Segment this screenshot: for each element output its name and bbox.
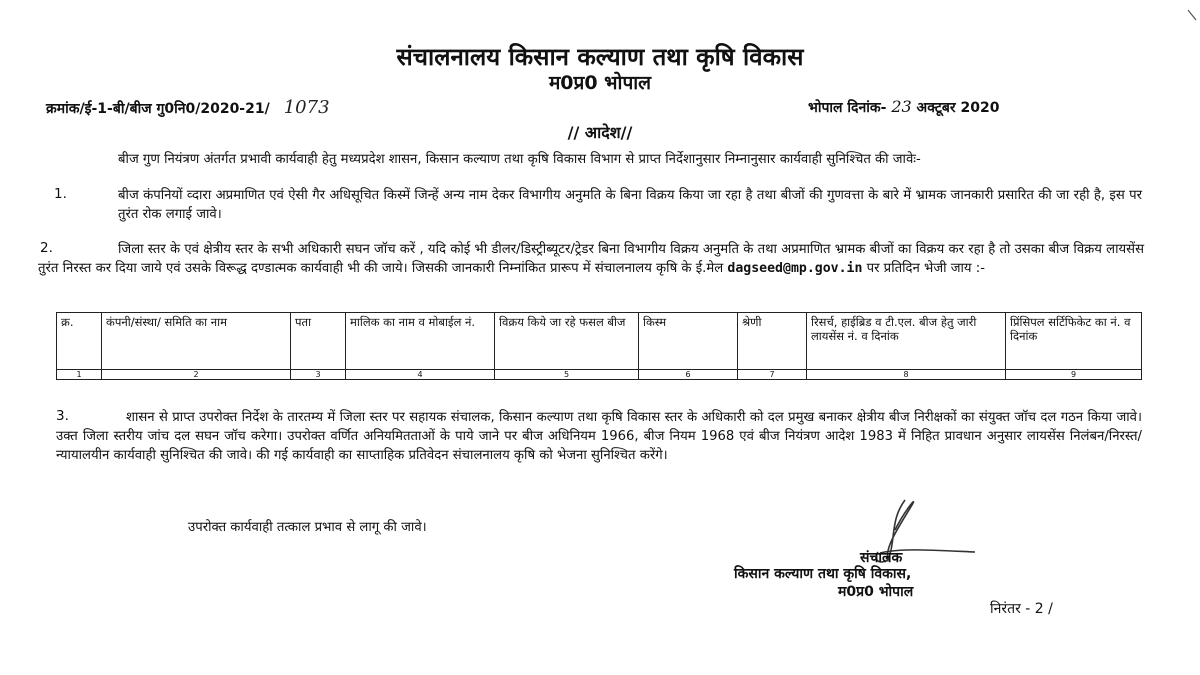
table-number-cell: 3 <box>291 370 346 380</box>
table-header-cell: मालिक का नाम व मोबाईल नं. <box>346 313 495 370</box>
table-number-cell: 8 <box>807 370 1006 380</box>
table-number-cell: 1 <box>57 370 102 380</box>
item-1-number: 1. <box>54 186 67 202</box>
date-label: भोपाल दिनांक- <box>808 100 887 116</box>
table-header-cell: श्रेणी <box>738 313 807 370</box>
signatory-title: संचालक <box>860 550 903 566</box>
table-number-row <box>57 370 1142 380</box>
item-2-text-end: पर प्रतिदिन भेजी जाय :- <box>866 261 985 276</box>
reporting-format-table <box>56 312 1142 380</box>
table-number-cell: 5 <box>495 370 639 380</box>
table-header-cell: कंपनी/संस्था/ समिति का नाम <box>102 313 291 370</box>
table-header-cell: पता <box>291 313 346 370</box>
item-3-text: शासन से प्राप्त उपरोक्त निर्देश के तारतम्य में जिला स्तर पर सहायक संचालक, किसान कल्याण तथा कृषि विकास स्तर के अधिकारी को दल प्रमुख बनाकर क्षेत्रीय बीज निरीक्षकों का संयुक्त जॉच दल गठन किया जावे। उक्त जिला स्तरीय जांच दल सघन जॉच करेगा। उपरोक्त वर्णित अनियमितताओं के पाये जाने पर बीज अधिनियम 1966, बीज नियम 1968 एवं बीज नियंत्रण आदेश 1983 में निहित प्रावधान अनुसार लायसेंस निलंबन/निरस्त/न्यायालयीन कार्यवाही सुनिश्चित की जावे। की गई कार्यवाही का साप्ताहिक प्रतिवेदन संचालनालय कृषि को भेजना सुनिश्चित करेंगे। <box>56 410 1142 463</box>
table-number-cell: 4 <box>346 370 495 380</box>
item-2-text: जिला स्तर के एवं क्षेत्रीय स्तर के सभी अधिकारी सघन जॉच करें , यदि कोई भी डीलर/डिस्ट्रीब्यूटर/ट्रेडर बिना विभागीय विक्रय अनुमति के तथा अप्रमाणित भ्रामक बीजों का विक्रय कर रहा है तो उसका बीज विक्रय लायसेंस तुरंत निरस्त कर दिया जाये एवं उसके विरूद्ध दण्डात्मक कार्यवाही भी की जाये। जिसकी जानकारी निम्नांकित प्रारूप में संचालनालय कृषि के ई.मेल <box>38 242 1144 276</box>
continued-marker: निरंतर - 2 / <box>990 601 1053 617</box>
signatory-city: म0प्र0 भोपाल <box>838 584 914 600</box>
item-1-text: बीज कंपनियों व्दारा अप्रमाणित एवं ऐसी गैर अधिसूचित किस्में जिन्हें अन्य नाम देकर विभागीय अनुमति के बिना विक्रय किया जा रहा है तथा बीजों की गुणवत्ता के बारे में भ्रामक जानकारी प्रसारित की जा रही है, इस पर तुरंत रोक लगाई जावे। <box>118 188 1142 222</box>
table-header-cell: विक्रय किये जा रहे फसल बीज <box>495 313 639 370</box>
date-month-year: अक्टूबर 2020 <box>916 100 1000 116</box>
order-heading: // आदेश// <box>567 123 633 142</box>
table-header-cell: प्रिंसिपल सर्टिफिकेट का नं. व दिनांक <box>1006 313 1142 370</box>
table-header-cell: रिसर्च, हाईब्रिड व टी.एल. बीज हेतु जारी लायसेंस नं. व दिनांक <box>807 313 1006 370</box>
item-2-number: 2. <box>40 240 53 256</box>
table-header-row <box>57 313 1142 370</box>
item-3-number: 3. <box>56 408 69 424</box>
table-number-cell: 2 <box>102 370 291 380</box>
signatory-office: किसान कल्याण तथा कृषि विकास, <box>734 566 912 582</box>
reference-number <box>46 97 330 118</box>
reference-text: क्रमांक/ई-1-बी/बीज गु0नि0/2020-21/ <box>46 101 270 117</box>
closing-paragraph: उपरोक्त कार्यवाही तत्काल प्रभाव से लागू की जावे। <box>188 520 427 535</box>
item-2-paragraph <box>38 240 1144 278</box>
table-number-cell: 6 <box>639 370 738 380</box>
table-header-cell: किस्म <box>639 313 738 370</box>
document-title: संचालनालय किसान कल्याण तथा कृषि विकास <box>396 43 804 71</box>
handwritten-number: 1073 <box>283 97 330 118</box>
handwritten-day: 23 <box>891 97 912 116</box>
email-address: dagseed@mp.gov.in <box>727 261 863 276</box>
intro-paragraph: बीज गुण नियंत्रण अंतर्गत प्रभावी कार्यवाही हेतु मध्यप्रदेश शासन, किसान कल्याण तथा कृषि विकास विभाग से प्राप्त निर्देशानुसार निम्नानुसार कार्यवाही सुनिश्चित की जावेः- <box>118 152 921 167</box>
document-subtitle: म0प्र0 भोपाल <box>548 72 652 94</box>
table-number-cell: 9 <box>1006 370 1142 380</box>
document-date <box>808 97 1000 117</box>
table-number-cell: 7 <box>738 370 807 380</box>
table-header-cell: क्र. <box>57 313 102 370</box>
